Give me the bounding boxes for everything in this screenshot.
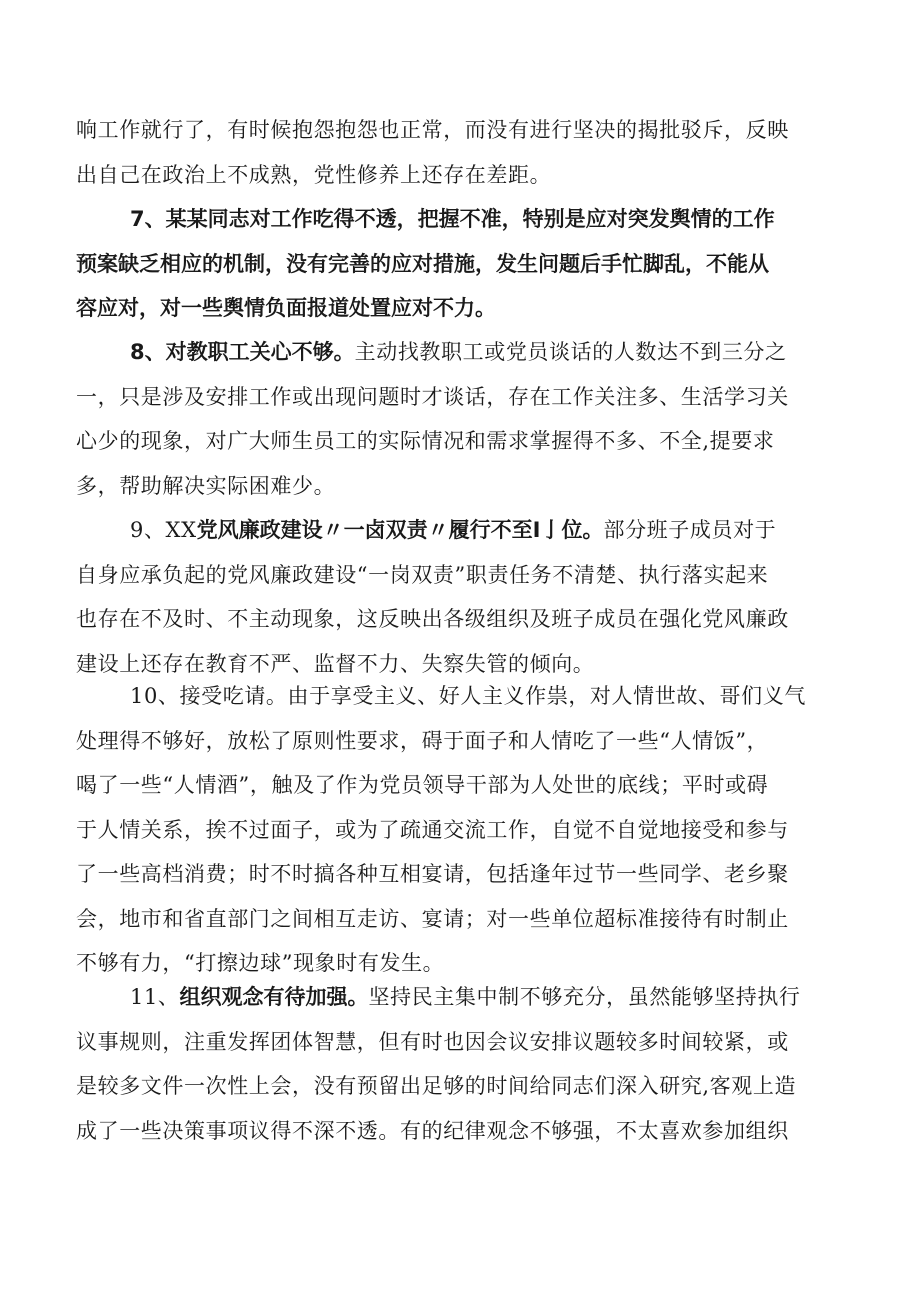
text-line: 成了一些决策事项议得不深不透。有的纪律观念不够强，不太喜欢参加组织 — [76, 1118, 789, 1143]
text-line: 7、某某同志对工作吃得不透，把握不准，特别是应对突发舆情的工作 — [130, 207, 775, 231]
text-line: 会，地市和省直部门之间相互走访、宴请；对一些单位超标准接待有时制止 — [76, 906, 789, 931]
text-line: 出自己在政治上不成熟，党性修养上还存在差距。 — [76, 162, 552, 187]
paragraph-first-line — [76, 508, 848, 553]
text-line: 了一些高档消费；时不时搞各种互相宴请，包括逢年过节一些同学、老乡聚 — [76, 862, 789, 886]
text-line: 于人情关系，挨不过面子，或为了疏通交流工作，自觉不自觉地接受和参与 — [76, 817, 789, 842]
paragraph-heading: 8、对教职工关心不够。 — [130, 340, 355, 364]
text-line: 一，只是涉及安排工作或出现问题时才谈话，存在工作关注多、生活学习关 — [76, 384, 789, 409]
text-line: 议事规则，注重发挥团体智慧，但有时也因会议安排议题较多时间较紧，或 — [76, 1029, 789, 1054]
paragraph-6-tail — [76, 108, 848, 197]
paragraph-10 — [76, 674, 848, 986]
paragraph-7 — [76, 197, 848, 331]
text-line: 心少的现象，对广大师生员工的实际情况和需求掌握得不多、不全,提要求 — [76, 429, 775, 453]
paragraph-11 — [76, 975, 848, 1153]
paragraph-heading: 党风廉政建设〃一卤双责〃履行不至I亅位。 — [196, 518, 604, 542]
text-line: 多，帮助解决实际困难少。 — [76, 473, 336, 498]
paragraph-first-line — [76, 975, 848, 1020]
heading-continuation: 部分班子成员对于 — [603, 518, 777, 542]
heading-continuation: 坚持民主集中制不够充分，虽然能够坚持执行 — [368, 985, 801, 1009]
text-line: 处理得不够好，放松了原则性要求，碍于面子和人情吃了一些“人情饭”， — [76, 728, 769, 753]
text-line: 也存在不及时、不主动现象，这反映出各级组织及班子成员在强化党风廉政 — [76, 607, 789, 631]
text-line: 自身应承负起的党风廉政建设“一岗双责”职责任务不清楚、执行落实起来 — [76, 562, 769, 587]
paragraph-number: 11、 — [130, 985, 180, 1009]
heading-continuation: 主动找教职工或党员谈话的人数达不到三分之 — [354, 340, 787, 364]
paragraph-number: 9、XX — [130, 518, 197, 542]
text-line: 预案缺乏相应的机制，没有完善的应对措施，发生问题后手忙脚乱，不能从 — [76, 251, 769, 276]
text-line: 响工作就行了，有时候抱怨抱怨也正常，而没有进行坚决的揭批驳斥，反映 — [76, 118, 789, 142]
text-line: 建设上还存在教育不严、监督不力、失察失管的倾向。 — [76, 651, 595, 676]
text-line: 是较多文件一次性上会，没有预留出足够的时间给同志们深入研究,客观上造 — [76, 1074, 797, 1098]
text-line: 不够有力，“打擦边球”现象时有发生。 — [76, 951, 445, 975]
text-line: 容应对，对一些舆情负面报道处置应对不力。 — [76, 296, 496, 320]
text-line: 喝了一些“人情酒”，触及了作为党员领导干部为人处世的底线；平时或碍 — [76, 773, 769, 797]
paragraph-first-line — [76, 330, 848, 375]
paragraph-8 — [76, 330, 848, 508]
paragraph-9 — [76, 508, 848, 686]
paragraph-heading: 组织观念有待加强。 — [179, 985, 369, 1009]
text-line: 10、接受吃请。由于享受主义、好人主义作祟，对人情世故、哥们义气 — [130, 684, 806, 708]
